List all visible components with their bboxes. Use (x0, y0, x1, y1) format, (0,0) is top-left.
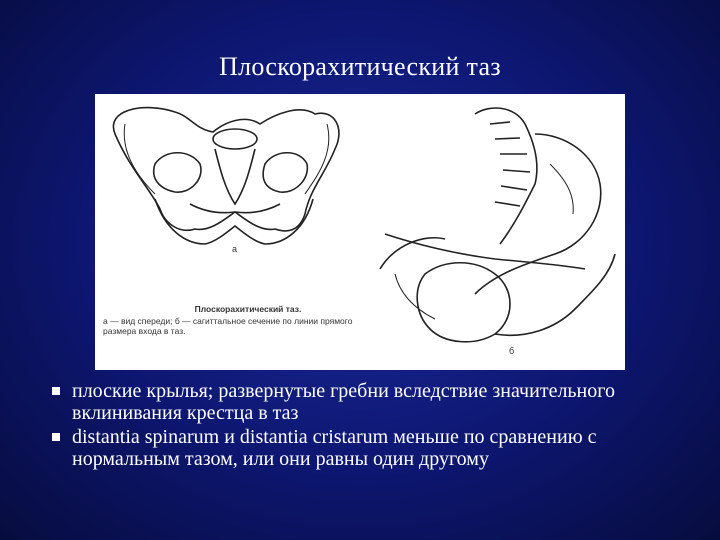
slide-title: Плоскорахитический таз (219, 52, 501, 81)
caption-body: а — вид спереди; б — сагиттальное сечение по линии прямого размера входа в таз. (103, 315, 353, 336)
pelvis-figure (95, 94, 625, 370)
figure-label-a: а (232, 244, 238, 254)
bullet-text: distantia spinarum и distantia cristarum меньше по сравнению с нормальным тазом, или они равны один другому (72, 426, 597, 470)
bullet-list (52, 380, 652, 472)
figure-caption (103, 304, 363, 337)
bullet-text: плоские крылья; развернутые гребни вследствие значительного вклинивания крестца в таз (72, 380, 615, 424)
caption-title: Плоскорахитический таз. (194, 304, 302, 314)
list-item (52, 426, 652, 470)
figure-label-b: б (509, 346, 515, 356)
list-item (52, 380, 652, 424)
square-bullet-icon (52, 387, 60, 395)
square-bullet-icon (52, 433, 60, 441)
